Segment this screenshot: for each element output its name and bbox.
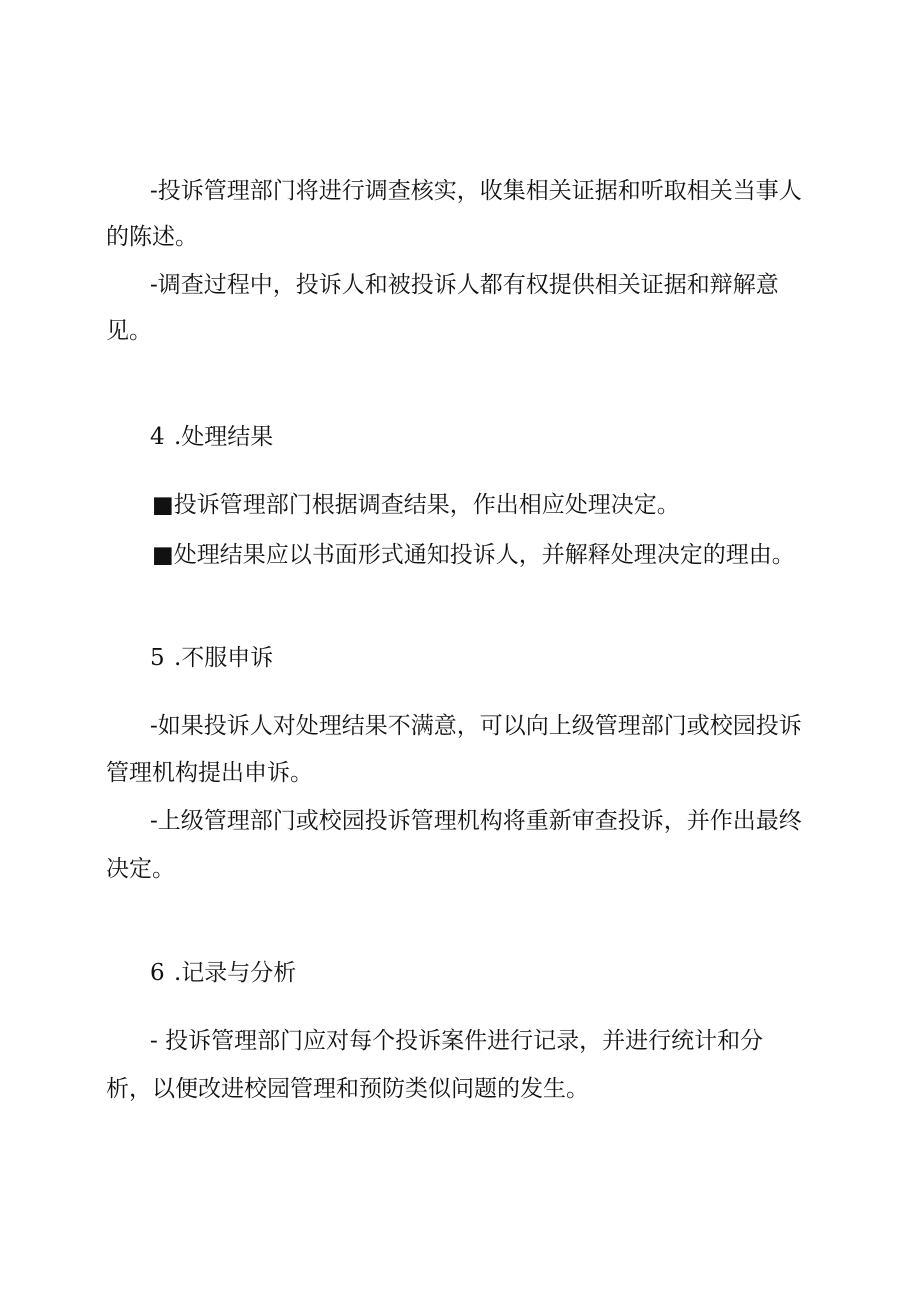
investigation-item-1-line-1: -投诉管理部门将进行调查核实，收集相关证据和听取相关当事人 — [150, 178, 802, 204]
records-item-1-line-2: 析，以便改进校园管理和预防类似问题的发生。 — [106, 1076, 589, 1102]
investigation-item-2-line-2: 见。 — [106, 318, 152, 344]
result-item-2: ■处理结果应以书面形式通知投诉人，并解释处理决定的理由。 — [152, 542, 795, 568]
section-heading-appeal — [150, 643, 273, 673]
section-title: .处理结果 — [174, 424, 274, 450]
section-number: 6 — [150, 960, 165, 986]
result-item-1: ■投诉管理部门根据调查结果，作出相应处理决定。 — [152, 492, 680, 518]
appeal-item-1-line-2: 管理机构提出申诉。 — [106, 760, 313, 786]
investigation-item-1-line-2: 的陈述。 — [106, 224, 198, 250]
section-number: 4 — [150, 424, 165, 450]
section-number: 5 — [150, 645, 165, 671]
section-heading-result — [150, 422, 273, 452]
section-heading-records — [150, 958, 296, 988]
appeal-item-1-line-1: -如果投诉人对处理结果不满意，可以向上级管理部门或校园投诉 — [150, 713, 802, 739]
investigation-item-2-line-1: -调查过程中，投诉人和被投诉人都有权提供相关证据和辩解意 — [150, 272, 779, 298]
appeal-item-2-line-2: 决定。 — [106, 856, 175, 882]
section-title: .记录与分析 — [174, 960, 297, 986]
section-title: .不服申诉 — [174, 645, 274, 671]
records-item-1-line-1: - 投诉管理部门应对每个投诉案件进行记录，并进行统计和分 — [150, 1028, 764, 1054]
appeal-item-2-line-1: -上级管理部门或校园投诉管理机构将重新审查投诉，并作出最终 — [150, 808, 802, 834]
